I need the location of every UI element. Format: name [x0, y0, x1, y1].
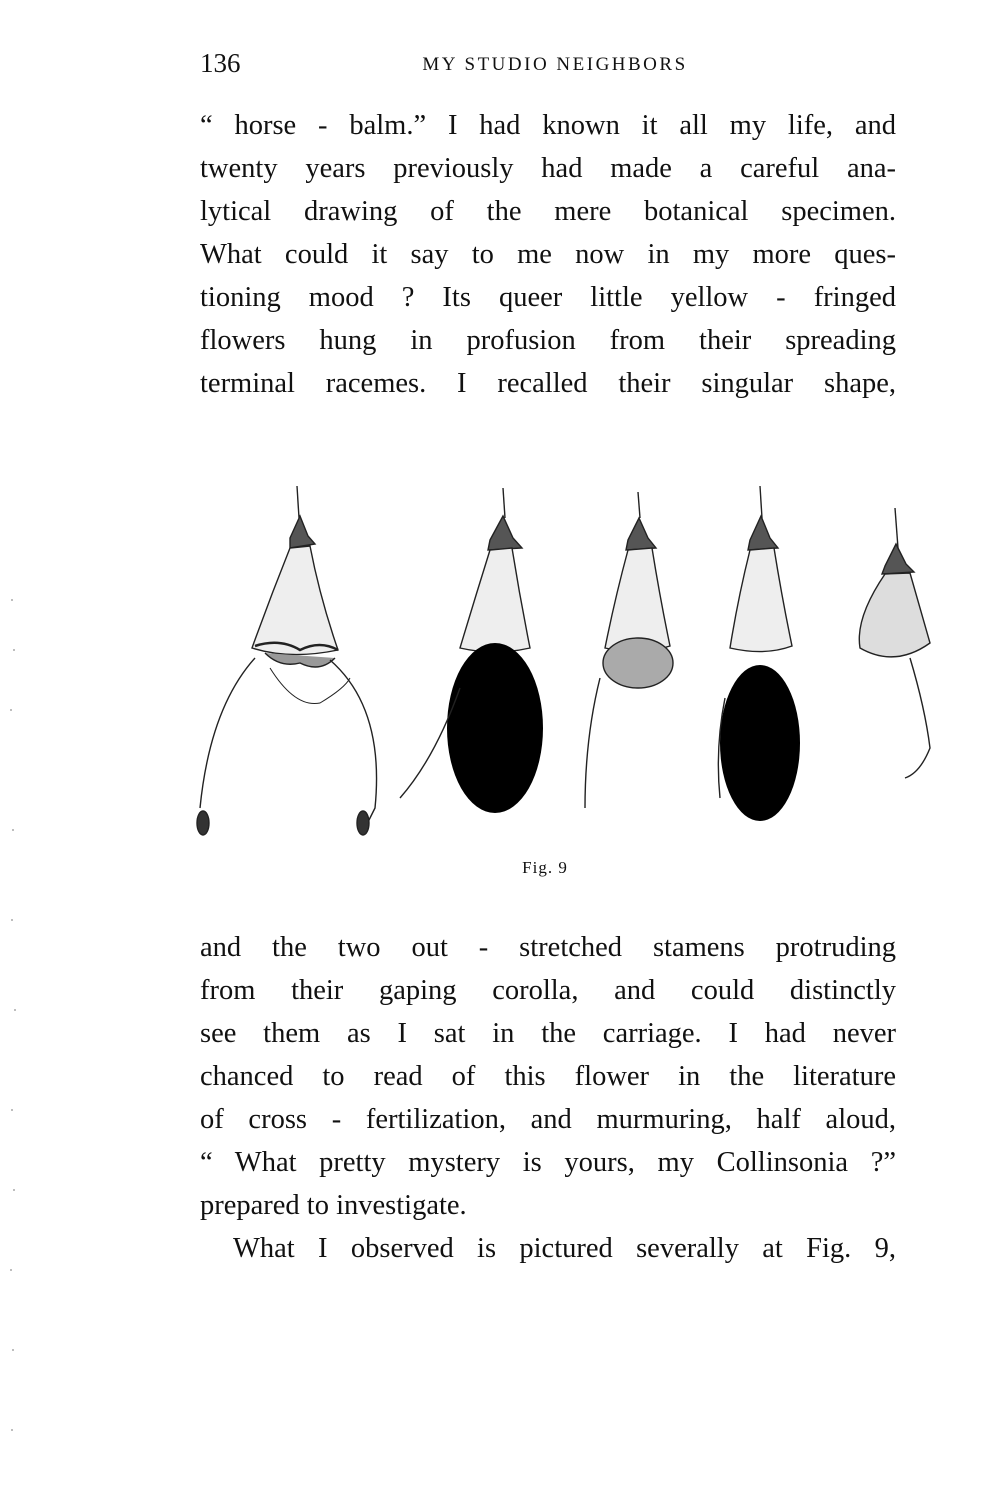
text-line: lytical drawing of the mere botanical specimen.	[200, 196, 896, 227]
margin-speckles	[0, 590, 30, 1470]
figure-caption: Fig. 9	[522, 858, 568, 877]
text-line: “ horse - balm.” I had known it all my life, and	[200, 110, 896, 141]
text-line: of cross - fertilization, and murmuring, half aloud,	[200, 1104, 896, 1135]
flower-4	[718, 486, 800, 821]
running-title: MY STUDIO NEIGHBORS	[422, 54, 688, 75]
text-line: from their gaping corolla, and could distinctly	[200, 975, 896, 1006]
flower-2	[400, 488, 543, 813]
paragraph-top	[200, 104, 896, 405]
flower-3	[585, 492, 673, 808]
text-line: flowers hung in profusion from their spreading	[200, 325, 896, 356]
flower-1	[197, 486, 377, 835]
text-line: see them as I sat in the carriage. I had never	[200, 1018, 896, 1049]
text-line: What I observed is pictured severally at Fig. 9,	[233, 1233, 896, 1264]
text-line: What could it say to me now in my more ques-	[200, 239, 896, 270]
text-line: prepared to investigate.	[200, 1190, 467, 1221]
paragraph-bottom	[200, 926, 896, 1270]
text-line: “ What pretty mystery is yours, my Collinsonia ?”	[200, 1147, 896, 1178]
text-line: chanced to read of this flower in the literature	[200, 1061, 896, 1092]
page-header	[200, 48, 900, 82]
flower-illustration	[160, 478, 940, 848]
page-number: 136	[200, 48, 241, 78]
text-line: tioning mood ? Its queer little yellow - fringed	[200, 282, 896, 313]
text-line: twenty years previously had made a careful ana-	[200, 153, 896, 184]
text-line: terminal racemes. I recalled their singular shape,	[200, 368, 896, 399]
text-line: and the two out - stretched stamens protruding	[200, 932, 896, 963]
flower-5	[859, 508, 930, 778]
